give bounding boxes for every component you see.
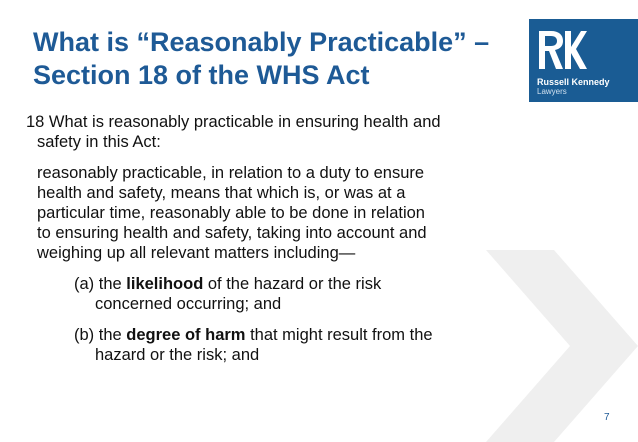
logo-subtitle: Lawyers: [537, 87, 567, 96]
text-line: reasonably practicable, in relation to a duty to ensure: [37, 164, 425, 182]
definition-paragraph: [26, 163, 526, 263]
item-a-suffix: of the hazard or the risk: [203, 275, 382, 293]
item-b-prefix: (b) the: [74, 326, 127, 344]
text-line: concerned occurring; and: [95, 295, 282, 313]
item-a-prefix: (a) the: [74, 275, 127, 293]
text-line: [74, 325, 526, 345]
text-line: hazard or the risk; and: [95, 346, 260, 364]
text-line: weighing up all relevant matters including—: [37, 244, 356, 262]
title-line-2: Section 18 of the WHS Act: [33, 60, 370, 90]
list-item-a: [26, 274, 526, 314]
text-line: [74, 274, 526, 294]
section-heading-paragraph: [26, 112, 526, 152]
item-a-bold-term: likelihood: [126, 275, 204, 293]
title-line-1: What is “Reasonably Practicable” –: [33, 27, 490, 57]
text-line: health and safety, means that which is, or was at a: [37, 184, 406, 202]
logo-name: Russell Kennedy: [537, 77, 610, 87]
text-line: particular time, reasonably able to be done in relation: [37, 204, 425, 222]
slide-body: [26, 112, 526, 365]
text-line: safety in this Act:: [37, 133, 161, 151]
russell-kennedy-logo: [529, 19, 638, 102]
list-item-b: [26, 325, 526, 365]
rk-monogram-icon: [537, 29, 587, 73]
page-number: 7: [604, 412, 610, 423]
item-b-bold-term: degree of harm: [126, 326, 246, 344]
slide-title: [33, 26, 533, 92]
text-line: 18 What is reasonably practicable in ensuring health and: [26, 113, 441, 131]
item-b-suffix: that might result from the: [245, 326, 433, 344]
text-line: to ensuring health and safety, taking into account and: [37, 224, 427, 242]
